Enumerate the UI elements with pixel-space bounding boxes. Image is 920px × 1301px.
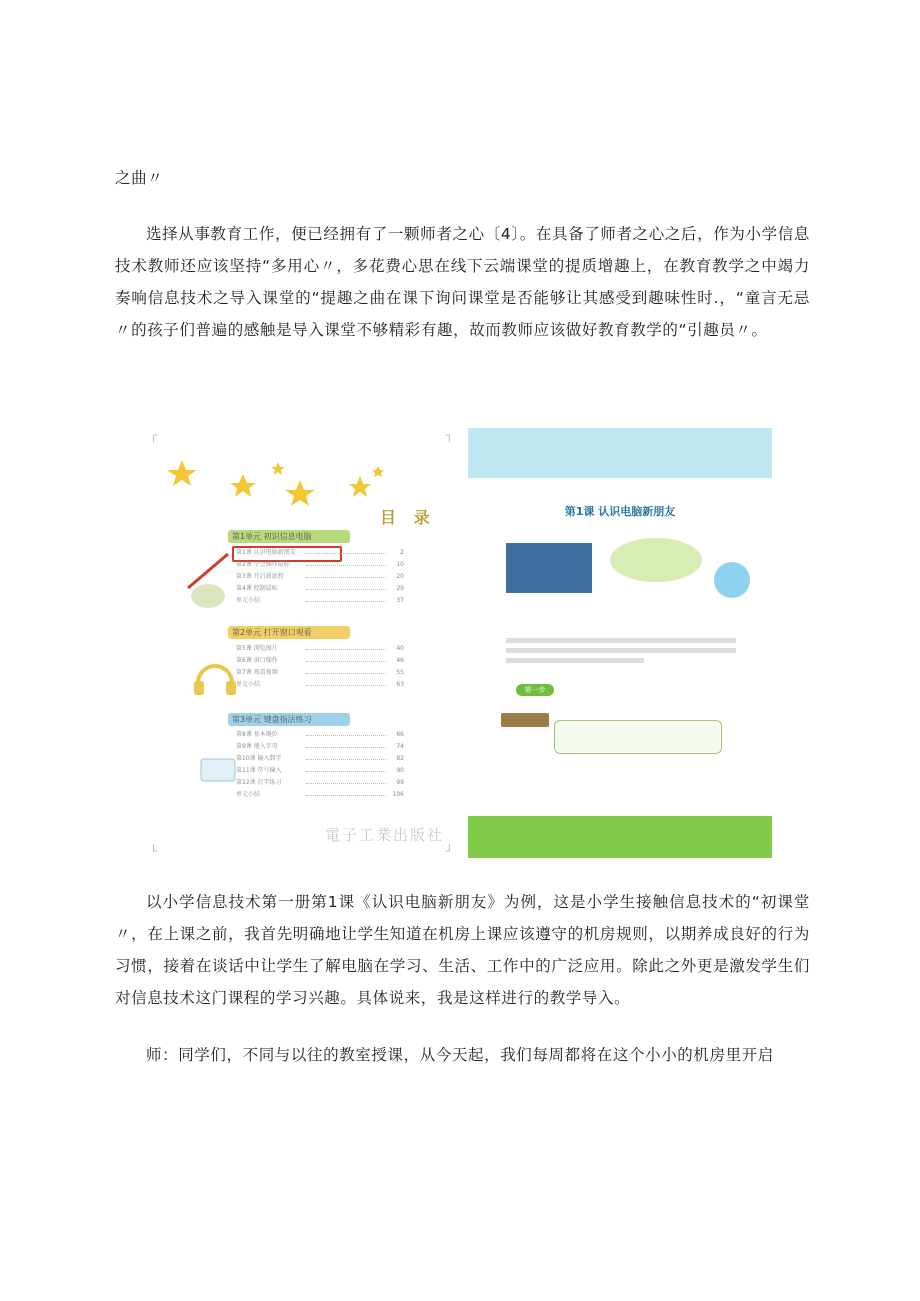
toc-line-page: 90 [396, 767, 404, 774]
toc-line-page: 74 [396, 743, 404, 750]
lesson-page [468, 428, 772, 858]
toc-line-text: 第3课 开启新旅程 [236, 573, 284, 580]
toc-line-text: 单元小结 [236, 681, 261, 688]
star-icon [285, 480, 315, 506]
speech-bubble [610, 538, 702, 582]
toc-line [236, 778, 404, 788]
robot-mascot [714, 562, 750, 598]
toc-line-text: 第11课 符号输入 [236, 767, 282, 774]
toc-line [236, 766, 404, 776]
toc-line-text: 第8课 基本键位 [236, 731, 278, 738]
toc-line-text: 第1课 认识电脑新朋友 [236, 549, 296, 556]
toc-line-text: 第12课 打字练习 [236, 779, 282, 786]
publisher-watermark: 電子工業出版社 [325, 826, 445, 844]
toc-page: ┌ ┐ └ ┘ 目 录 第1单元 初识信息电脑 第1课 认识电脑新朋友 2 第2课 学会操作鼠标 10 第3课 开启新旅程 20 第4课 控制鼠标 29 单元小结 37 第2单元 打开窗口观看 第5课 浏览图片 40 第6课 窗口操作 46 第7课 观看视频 55 单元小结 63 第3单元 键盘指法练习 第8课 基本键位 66 第9课 键入字母 74 第10课 输入数字 82 第11课 符号输入 90 第12课 打字练习 99 单元小结 106 電子工業出版社 [150, 428, 453, 858]
toc-line-page: 37 [396, 597, 404, 604]
toc-line-text: 第4课 控制鼠标 [236, 585, 278, 592]
toc-line-page: 99 [396, 779, 404, 786]
toc-line [236, 572, 404, 582]
toc-line-text: 第9课 键入字母 [236, 743, 278, 750]
paragraph-1: 之曲〃 [115, 169, 164, 187]
toc-unit-2: 第2单元 打开窗口观看 [228, 626, 350, 639]
toc-line [236, 644, 404, 654]
toc-line-text: 第6课 窗口操作 [236, 657, 278, 664]
toc-line-page: 29 [396, 585, 404, 592]
toc-line [236, 790, 404, 800]
toc-line [236, 668, 404, 678]
headphones-illustration [190, 653, 240, 703]
toc-line [236, 596, 404, 606]
toc-line [236, 560, 404, 570]
toc-line-page: 55 [396, 669, 404, 676]
toc-line-page: 20 [396, 573, 404, 580]
toc-line [236, 742, 404, 752]
toc-unit-1: 第1单元 初识信息电脑 [228, 530, 350, 543]
toc-line [236, 584, 404, 594]
toc-line-text: 第7课 观看视频 [236, 669, 278, 676]
lesson-text-block [506, 633, 736, 668]
star-icon [372, 466, 384, 477]
star-icon [230, 474, 256, 497]
step-label: 第一步 [516, 684, 554, 696]
toc-line-text: 单元小结 [236, 597, 261, 604]
star-icon [349, 476, 371, 497]
toc-line-page: 82 [396, 755, 404, 762]
star-icon [271, 462, 285, 475]
toc-line-page: 66 [396, 731, 404, 738]
toc-title: 目 录 [380, 508, 436, 527]
lesson-title: 第1课 认识电脑新朋友 [564, 505, 676, 518]
note-box [554, 720, 722, 754]
toc-line-page: 2 [400, 549, 404, 556]
paragraph-3: 以小学信息技术第一册第1课《认识电脑新朋友》为例，这是小学生接触信息技术的“初课堂〃，在上课之前，我首先明确地让学生知道在机房上课应该遵守的机房规则，以期养成良好的行为习惯，接着在谈话中让学生了解电脑在学习、生活、工作中的广泛应用。除此之外更是激发学生们对信息技术这门课程的学习兴趣。具体说来，我是这样进行的教学导入。 [115, 893, 810, 1007]
toc-unit-3: 第3单元 键盘指法练习 [228, 713, 350, 726]
textbook-figure [150, 428, 772, 858]
toc-line-text: 第2课 学会操作鼠标 [236, 561, 290, 568]
toc-line [236, 548, 404, 558]
toc-line [236, 656, 404, 666]
toc-line-page: 106 [392, 791, 404, 798]
toc-line-text: 第5课 浏览图片 [236, 645, 278, 652]
toc-line-text: 第10课 输入数字 [236, 755, 282, 762]
classroom-photo [506, 543, 592, 593]
toc-line-page: 10 [396, 561, 404, 568]
toc-line-page: 63 [396, 681, 404, 688]
toc-line-page: 40 [396, 645, 404, 652]
paragraph-4: 师：同学们，不同与以往的教室授课，从今天起，我们每周都将在这个小小的机房里开启 [146, 1046, 774, 1064]
star-icon [167, 460, 197, 486]
toc-line [236, 754, 404, 764]
toc-line-text: 单元小结 [236, 791, 261, 798]
grass-footer [468, 816, 772, 858]
sky-banner [468, 428, 772, 478]
signpost [501, 713, 549, 727]
toc-line-page: 46 [396, 657, 404, 664]
toc-line [236, 730, 404, 740]
paragraph-2: 选择从事教育工作，便已经拥有了一颗师者之心〔4〕。在具备了师者之心之后，作为小学信息技术教师还应该坚持“多用心〃，多花费心思在线下云端课堂的提质增趣上，在教育教学之中竭力奏响信息技术之导入课堂的“提趣之曲在课下询问课堂是否能够让其感受到趣味性时.，“童言无忌〃的孩子们普遍的感触是导入课堂不够精彩有趣，故而教师应该做好教育教学的“引趣员〃。 [115, 225, 810, 339]
toc-line [236, 680, 404, 690]
